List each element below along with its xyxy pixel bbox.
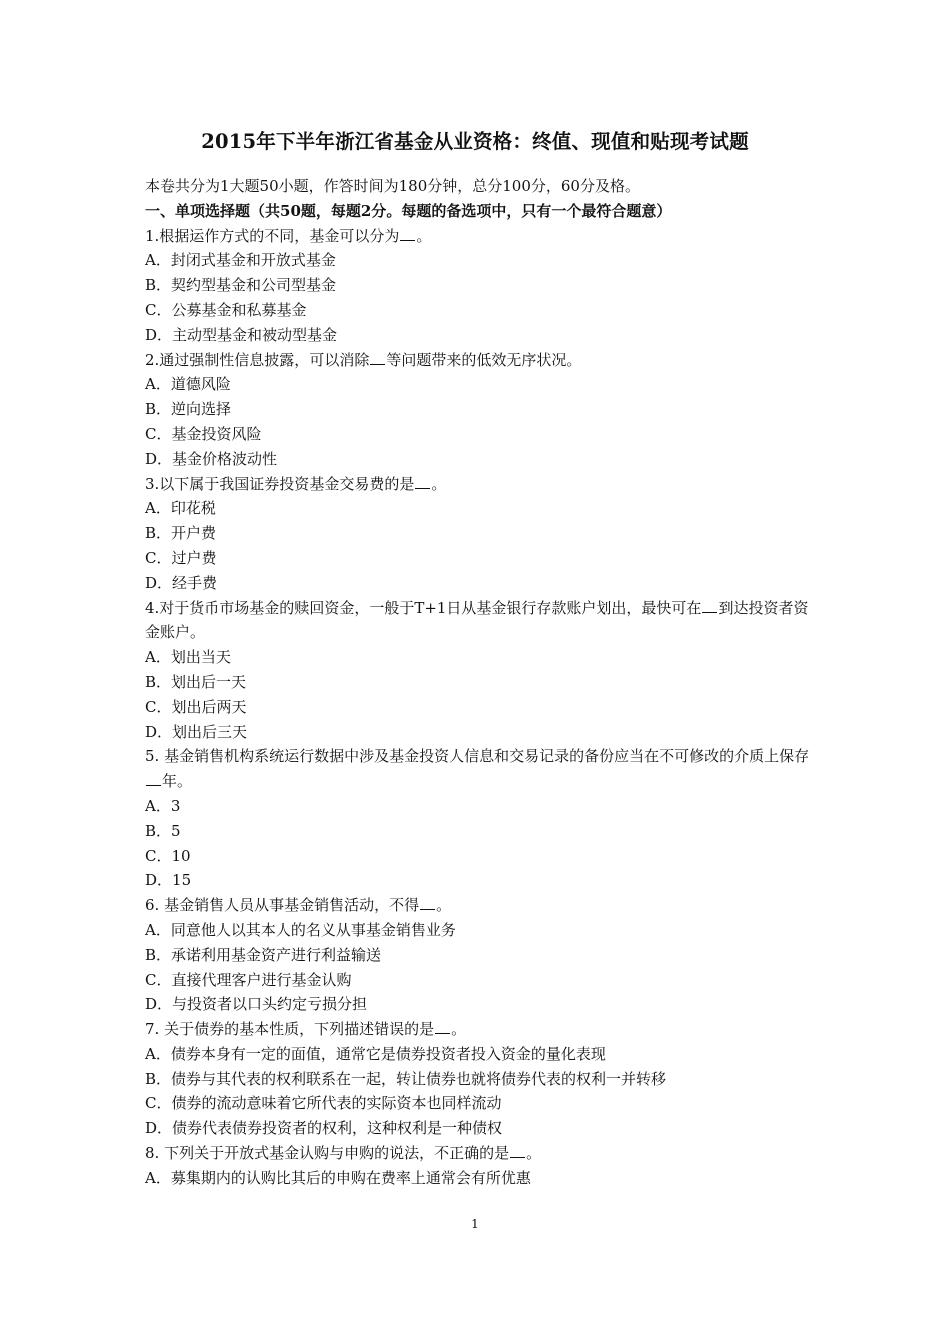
answer-blank xyxy=(400,226,415,241)
answer-blank xyxy=(420,895,435,910)
exam-intro: 本卷共分为1大题50小题，作答时间为180分钟，总分100分，60分及格。 xyxy=(145,177,640,195)
question-6-option-c: C．直接代理客户进行基金认购 xyxy=(145,970,352,989)
question-6-option-d: D．与投资者以口头约定亏损分担 xyxy=(145,995,368,1014)
page-title: 2015年下半年浙江省基金从业资格：终值、现值和贴现考试题 xyxy=(201,130,749,153)
question-7-option-d: D．债券代表债券投资者的权利，这种权利是一种债权 xyxy=(145,1119,503,1138)
page-number: 1 xyxy=(471,1217,479,1231)
question-4-option-d: D．划出后三天 xyxy=(145,722,248,741)
question-5-option-c: C．10 xyxy=(145,846,191,865)
question-stem-6: 6. 基金销售人员从事基金销售活动，不得 。 xyxy=(145,896,452,915)
answer-blank xyxy=(146,771,161,786)
question-3-option-d: D．经手费 xyxy=(145,573,218,592)
answer-blank xyxy=(702,598,717,613)
section-heading: 一、单项选择题（共50题，每题2分。每题的备选项中，只有一个最符合题意） xyxy=(145,201,672,220)
question-4-option-c: C．划出后两天 xyxy=(145,697,247,716)
question-6-option-a: A．同意他人以其本人的名义从事基金销售业务 xyxy=(145,920,456,939)
question-7-option-c: C．债券的流动意味着它所代表的实际资本也同样流动 xyxy=(145,1094,502,1113)
question-3-option-a: A．印花税 xyxy=(145,499,216,518)
question-7-option-a: A．债券本身有一定的面值，通常它是债券投资者投入资金的量化表现 xyxy=(145,1044,606,1063)
question-2-option-d: D．基金价格波动性 xyxy=(145,449,278,468)
question-stem-4: 4.对于货币市场基金的赎回资金，一般于T+1日从基金银行存款账户划出，最快可在 到达投资者资金账户。 xyxy=(145,598,809,642)
question-5-option-a: A．3 xyxy=(145,796,181,815)
question-8-option-a: A．募集期内的认购比其后的申购在费率上通常会有所优惠 xyxy=(145,1168,531,1187)
question-3-option-b: B．开户费 xyxy=(145,524,217,543)
question-2-option-a: A．道德风险 xyxy=(145,375,231,394)
question-7-option-b: B．债券与其代表的权利联系在一起，转让债券也就将债券代表的权利一并转移 xyxy=(145,1069,667,1088)
question-5-option-d: D．15 xyxy=(145,871,192,890)
question-2-option-b: B．逆向选择 xyxy=(145,400,232,419)
question-1-option-b: B．契约型基金和公司型基金 xyxy=(145,276,337,295)
question-stem-7: 7. 关于债券的基本性质，下列描述错误的是 。 xyxy=(145,1020,467,1039)
answer-blank xyxy=(415,474,430,489)
question-1-option-c: C．公募基金和私募基金 xyxy=(145,300,307,319)
question-1-option-a: A．封闭式基金和开放式基金 xyxy=(145,251,336,270)
answer-blank xyxy=(435,1019,450,1034)
answer-blank xyxy=(370,350,385,365)
answer-blank xyxy=(510,1143,525,1158)
question-5-option-b: B．5 xyxy=(145,821,181,840)
question-4-option-b: B．划出后一天 xyxy=(145,672,247,691)
question-3-option-c: C．过户费 xyxy=(145,548,217,567)
question-stem-5: 5. 基金销售机构系统运行数据中涉及基金投资人信息和交易记录的备份应当在不可修改的介质上保存年。 xyxy=(145,747,810,791)
document-body xyxy=(145,174,815,1191)
question-2-option-c: C．基金投资风险 xyxy=(145,424,262,443)
question-stem-1: 1.根据运作方式的不同，基金可以分为 。 xyxy=(145,226,432,245)
question-4-option-a: A．划出当天 xyxy=(145,648,231,667)
question-stem-8: 8. 下列关于开放式基金认购与申购的说法，不正确的是 。 xyxy=(145,1144,542,1163)
question-1-option-d: D．主动型基金和被动型基金 xyxy=(145,325,338,344)
question-6-option-b: B．承诺利用基金资产进行利益输送 xyxy=(145,945,382,964)
question-stem-3: 3.以下属于我国证券投资基金交易费的是 。 xyxy=(145,474,447,493)
question-stem-2: 2.通过强制性信息披露，可以消除 等问题带来的低效无序状况。 xyxy=(145,350,582,369)
